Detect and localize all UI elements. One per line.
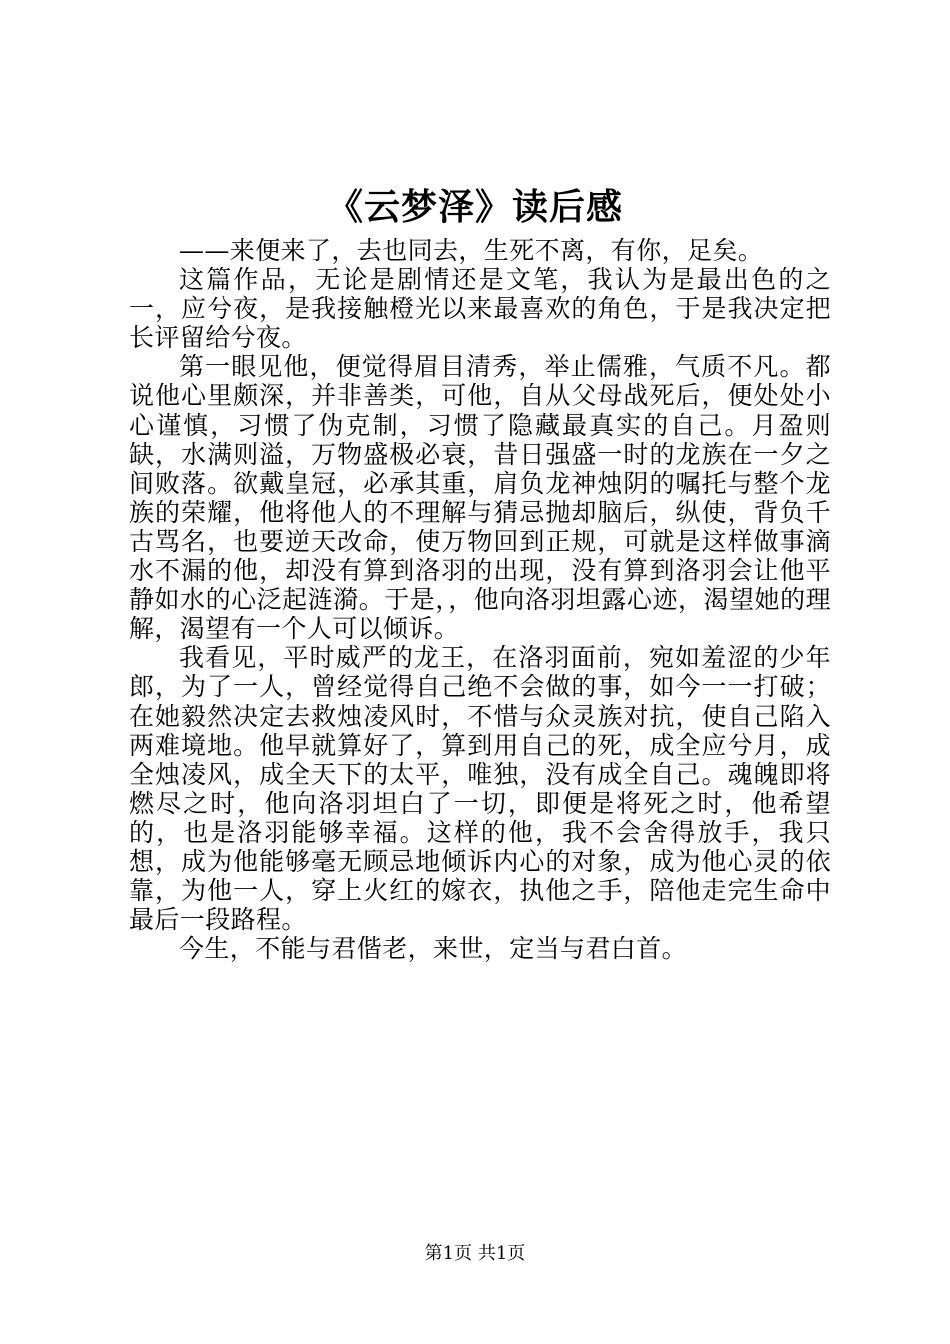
paragraph-dragon-king: 我看见，平时威严的龙王，在洛羽面前，宛如羞涩的少年郎，为了一人，曾经觉得自己绝不会做的事，如今一一打破；在她毅然决定去救烛凌风时，不惜与众灵族对抗，使自己陷入两难境地。他早就算好了，算到用自己的死，成全应兮月，成全烛凌风，成全天下的太平，唯独，没有成全自己。魂魄即将燃尽之时，他向洛羽坦白了一切，即便是将死之时，他希望的，也是洛羽能够幸福。这样的他，我不会舍得放手，我只想，成为他能够毫无顾忌地倾诉内心的对象，成为他心灵的依靠，为他一人，穿上火红的嫁衣，执他之手，陪他走完生命中最后一段路程。 bbox=[129, 643, 831, 935]
document-title: 《云梦泽》读后感 bbox=[326, 186, 623, 228]
page-number-footer: 第1页 共1页 bbox=[424, 1243, 526, 1264]
paragraph-closing: 今生，不能与君偕老，来世，定当与君白首。 bbox=[179, 934, 688, 964]
paragraph-first-impression: 第一眼见他，便觉得眉目清秀，举止儒雅，气质不凡。都说他心里颇深，并非善类，可他，自从父母战死后，便处处小心谨慎，习惯了伪克制，习惯了隐藏最真实的自己。月盈则缺，水满则溢，万物盛极必衰，昔日强盛一时的龙族在一夕之间败落。欲戴皇冠，必承其重，肩负龙神烛阴的嘱托与整个龙族的荣耀，他将他人的不理解与猜忌抛却脑后，纵使，背负千古骂名，也要逆天改命，使万物回到正规，可就是这样做事滴水不漏的他，却没有算到洛羽的出现，没有算到洛羽会让他平静如水的心泛起涟漪。于是，，他向洛羽坦露心迹，渴望她的理解，渴望有一个人可以倾诉。 bbox=[129, 352, 831, 644]
paragraph-intro: 这篇作品，无论是剧情还是文笔，我认为是最出色的之一，应兮夜，是我接触橙光以来最喜欢的角色，于是我决定把长评留给兮夜。 bbox=[129, 265, 831, 353]
paragraph-epigraph: ——来便来了，去也同去，生死不离，有你，足矣。 bbox=[179, 236, 764, 265]
document-body bbox=[129, 236, 831, 963]
